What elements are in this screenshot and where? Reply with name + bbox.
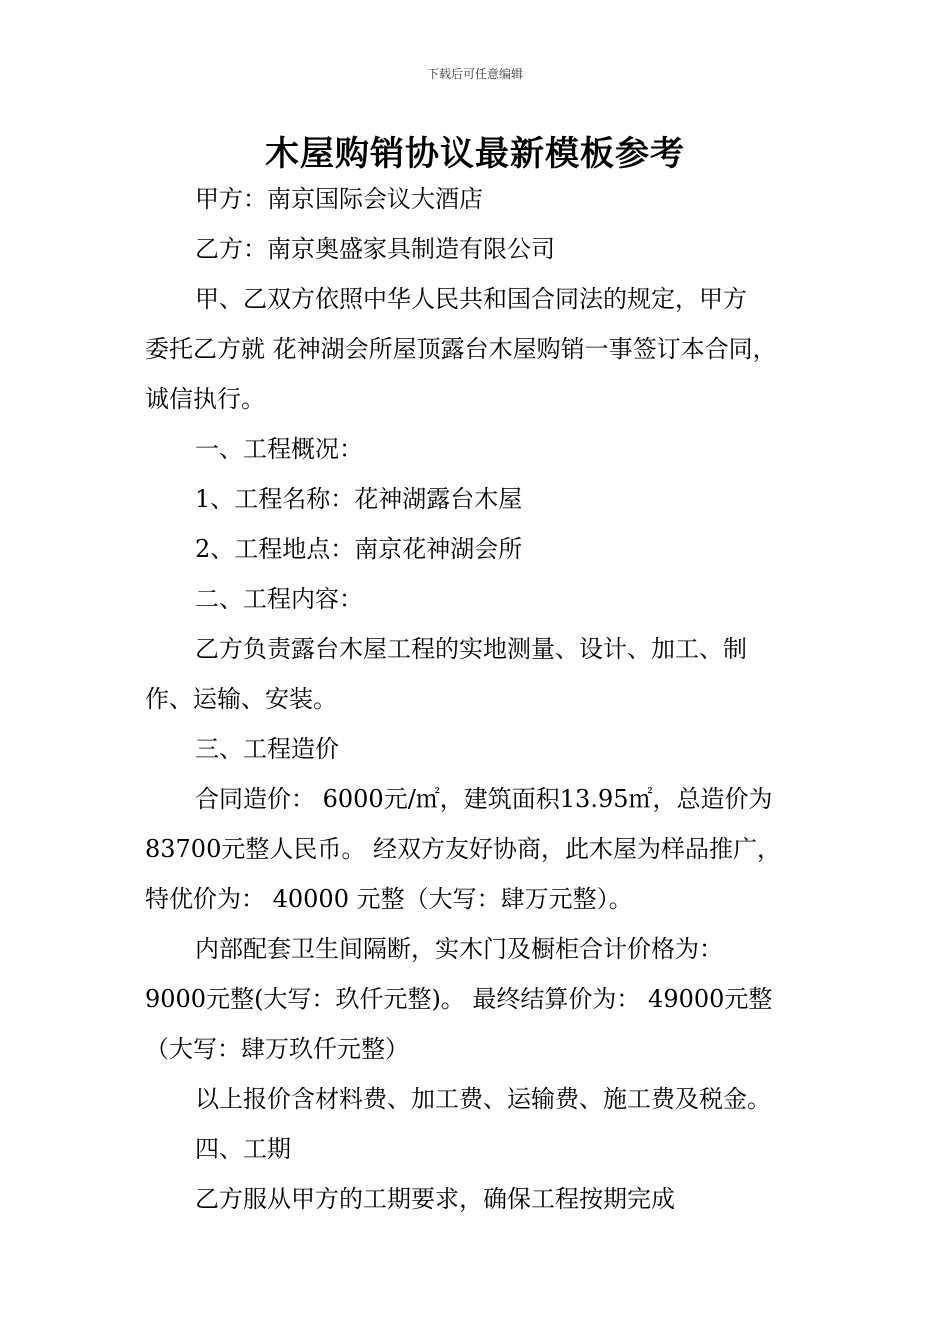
section-heading: 一、工程概况： (195, 435, 363, 463)
paragraph-line: 乙方负责露台木屋工程的实地测量、设计、加工、制 (195, 635, 747, 663)
section-heading: 四、工期 (195, 1135, 291, 1163)
paragraph-line: 内部配套卫生间隔断，实木门及橱柜合计价格为： (195, 935, 723, 963)
paragraph-line: 甲、乙双方依照中华人民共和国合同法的规定，甲方 (195, 285, 747, 313)
paragraph-line: 合同造价： 6000元/㎡，建筑面积13.95㎡，总造价为 (195, 785, 773, 813)
party-a-line: 甲方：南京国际会议大酒店 (195, 185, 483, 213)
paragraph-line: 乙方服从甲方的工期要求，确保工程按期完成 (195, 1185, 675, 1213)
paragraph-line: （大写：肆万玖仟元整） (145, 1035, 409, 1063)
section-heading: 三、工程造价 (195, 735, 339, 763)
list-item: 2、工程地点：南京花神湖会所 (195, 535, 523, 563)
paragraph-line: 83700元整人民币。 经双方友好协商，此木屋为样品推广， (145, 835, 781, 863)
paragraph-line: 作、运输、安装。 (145, 685, 337, 713)
section-heading: 二、工程内容： (195, 585, 363, 613)
document-title: 木屋购销协议最新模板参考 (265, 134, 685, 174)
paragraph-line: 以上报价含材料费、加工费、运输费、施工费及税金。 (195, 1085, 771, 1113)
list-item: 1、工程名称：花神湖露台木屋 (195, 485, 523, 513)
header-note: 下载后可任意编辑 (426, 67, 523, 81)
paragraph-line: 委托乙方就 花神湖会所屋顶露台木屋购销一事签订本合同， (145, 335, 777, 363)
party-b-line: 乙方：南京奥盛家具制造有限公司 (195, 235, 555, 263)
paragraph-line: 特优价为： 40000 元整（大写：肆万元整）。 (145, 885, 633, 913)
paragraph-line: 诚信执行。 (145, 385, 265, 413)
paragraph-line: 9000元整(大写：玖仟元整)。 最终结算价为： 49000元整 (145, 985, 773, 1013)
